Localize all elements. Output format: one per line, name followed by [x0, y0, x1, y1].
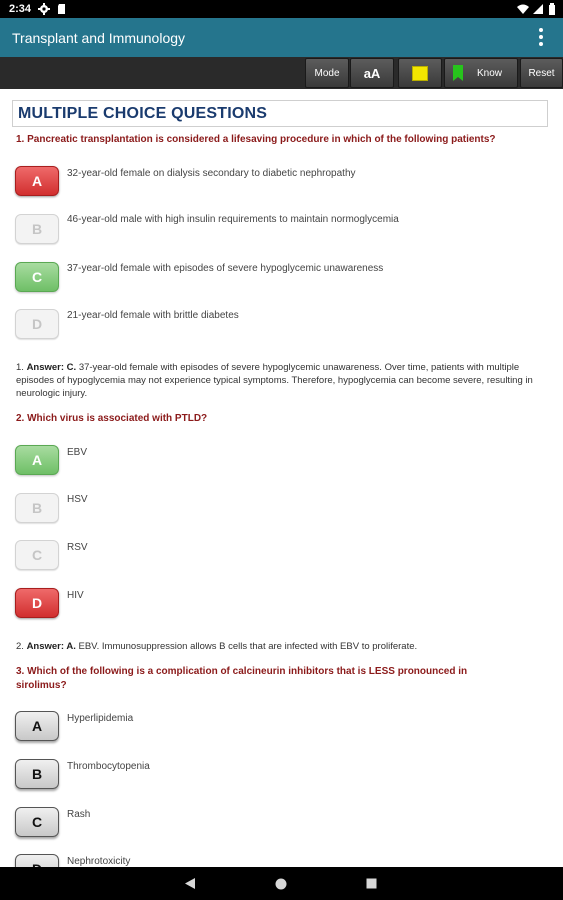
- choice-letter: B: [31, 500, 43, 516]
- mode-button[interactable]: [305, 58, 349, 88]
- choice-letter: C: [31, 814, 43, 830]
- choice-button-d[interactable]: [15, 309, 59, 339]
- mode-label: Mode: [314, 67, 340, 79]
- battery-icon: [546, 3, 558, 15]
- answer-number: 1.: [16, 362, 27, 373]
- reset-button[interactable]: [520, 58, 563, 88]
- choice-text: 32-year-old female on dialysis secondary to diabetic nephropathy: [67, 168, 356, 179]
- choice-letter: C: [31, 269, 43, 285]
- choice-text: Nephrotoxicity: [67, 856, 131, 867]
- toolbar: [0, 57, 563, 89]
- answer-label: Answer: A.: [26, 641, 76, 652]
- home-icon[interactable]: [275, 878, 287, 890]
- choice-text: 21-year-old female with brittle diabetes: [67, 310, 239, 321]
- font-size-label: aA: [363, 65, 381, 81]
- recents-icon[interactable]: [366, 878, 377, 889]
- answer-explanation: [16, 361, 541, 400]
- answer-number: 2.: [16, 641, 27, 652]
- choice-button-b[interactable]: [15, 493, 59, 523]
- choice-letter: D: [31, 595, 43, 611]
- choice-letter: A: [31, 718, 43, 734]
- gear-icon: [38, 3, 50, 15]
- choice-button-c[interactable]: [15, 540, 59, 570]
- navigation-bar: [0, 867, 563, 900]
- section-heading: MULTIPLE CHOICE QUESTIONS: [18, 105, 268, 122]
- highlight-button[interactable]: [398, 58, 442, 88]
- know-label: Know: [477, 67, 503, 79]
- signal-icon: [532, 3, 544, 15]
- choice-letter: A: [31, 452, 43, 468]
- sd-card-icon: [56, 3, 68, 15]
- choice-button-a[interactable]: [15, 445, 59, 475]
- choice-letter: B: [31, 221, 43, 237]
- choice-text: Rash: [67, 809, 91, 820]
- choice-letter: C: [31, 547, 43, 563]
- choice-button-c[interactable]: [15, 807, 59, 837]
- answer-explanation: [16, 640, 541, 653]
- question-text: 3. Which of the following is a complication of calcineurin inhibitors that is LESS pronounced in sirolimus?: [16, 666, 468, 691]
- choice-text: 46-year-old male with high insulin requirements to maintain normoglycemia: [67, 214, 399, 225]
- choice-button-d[interactable]: [15, 588, 59, 618]
- question-text: 2. Which virus is associated with PTLD?: [16, 413, 208, 424]
- reset-label: Reset: [528, 67, 555, 79]
- choice-button-a[interactable]: [15, 166, 59, 196]
- choice-text: Hyperlipidemia: [67, 713, 134, 724]
- highlight-swatch-icon: [412, 66, 428, 81]
- choice-button-b[interactable]: [15, 759, 59, 789]
- answer-label: Answer: C.: [26, 362, 77, 373]
- choice-button-c[interactable]: [15, 262, 59, 292]
- answer-text: 37-year-old female with episodes of severe hypoglycemic unawareness. Over time, patients with multiple episodes of hypoglycemia may not experience typical symptoms. Therefore, hypoglycemia can become severe, resulting in neurologic injury.: [16, 362, 533, 399]
- choice-text: 37-year-old female with episodes of severe hypoglycemic unawareness: [67, 263, 384, 274]
- back-icon[interactable]: [184, 877, 196, 890]
- wifi-icon: [517, 3, 529, 15]
- status-bar: [0, 0, 563, 18]
- answer-text: EBV. Immunosuppression allows B cells that are infected with EBV to proliferate.: [75, 641, 418, 652]
- choice-letter: A: [31, 173, 43, 189]
- choice-text: EBV: [67, 447, 88, 458]
- choice-text: Thrombocytopenia: [67, 761, 150, 772]
- choice-text: RSV: [67, 542, 88, 553]
- app-bar: [0, 18, 563, 57]
- question-text: 1. Pancreatic transplantation is considered a lifesaving procedure in which of the following patients?: [16, 134, 496, 145]
- choice-letter: B: [31, 766, 43, 782]
- status-time: 2:34: [9, 3, 32, 15]
- know-button[interactable]: [444, 58, 518, 88]
- app-title: Transplant and Immunology: [12, 30, 186, 46]
- bookmark-icon: [453, 65, 463, 81]
- choice-letter: D: [31, 316, 43, 332]
- section-heading-box: [12, 100, 548, 127]
- choice-text: HIV: [67, 590, 84, 601]
- overflow-menu-icon[interactable]: [531, 26, 551, 48]
- font-size-button[interactable]: [350, 58, 394, 88]
- choice-button-a[interactable]: [15, 711, 59, 741]
- choice-text: HSV: [67, 494, 88, 505]
- question-content[interactable]: [0, 89, 563, 867]
- choice-button-b[interactable]: [15, 214, 59, 244]
